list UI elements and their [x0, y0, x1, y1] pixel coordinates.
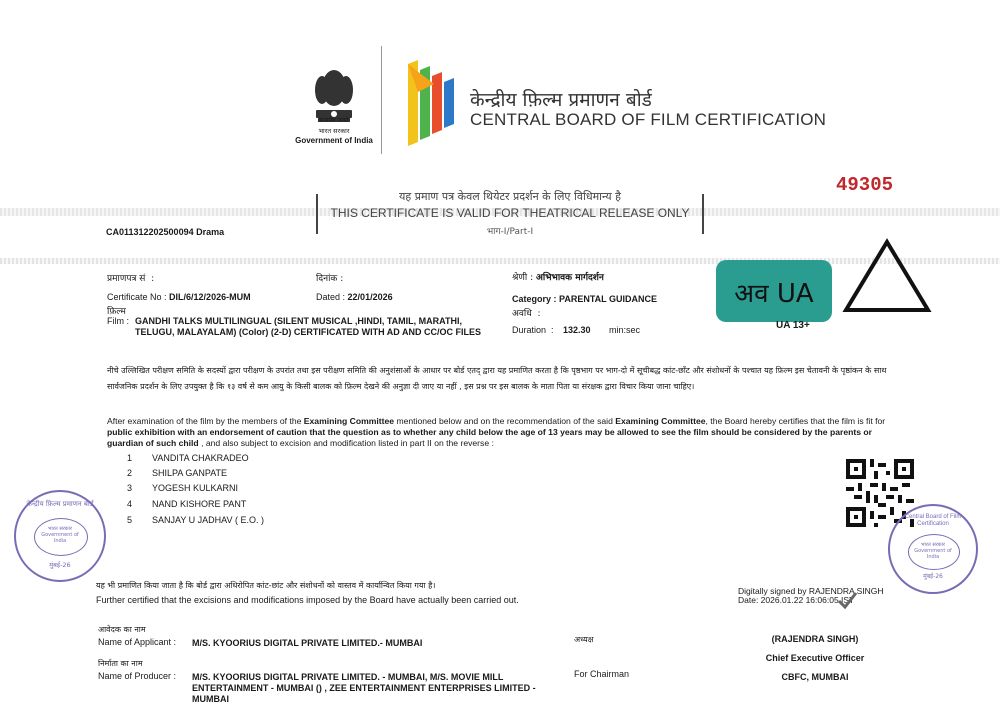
duration: Duration : 132.30 min:sec	[512, 325, 640, 335]
board-name-english: CENTRAL BOARD OF FILM CERTIFICATION	[470, 110, 827, 129]
duration-value: 132.30	[563, 325, 591, 335]
part-label: भाग-I/Part-I	[486, 227, 534, 237]
date-value: 22/01/2026	[347, 292, 393, 302]
chairman-hindi: अध्यक्ष	[574, 635, 594, 644]
validity-hindi: यह प्रमाण पत्र केवल थियेटर प्रदर्शन के लिए विधिमान्य है	[399, 190, 621, 203]
certificate-no-label: Certificate No	[107, 292, 162, 302]
producer-hindi: निर्माता का नाम	[98, 659, 143, 668]
committee-member: 3 YOGESH KULKARNI	[127, 483, 239, 493]
reference-code: CA011312202500094 Drama	[106, 227, 225, 237]
header-divider	[381, 46, 382, 154]
date-hindi: दिनांक :	[316, 274, 344, 284]
hindi-certification-text: नीचे उल्लिखित परीक्षण समिति के सदस्यों द्वारा परीक्षण के उपरांत तथा इस परीक्षण समिति की अनुशंसाओं के आधार पर बोर्ड एतद् द्वारा यह प्रमाणित करता है कि पृष्ठभाग पर भाग-दो में सूचीबद्ध कांट-छाँट और संशोधनों के पश्चात यह फ़िल्म इस चेतावनी के पृष्ठांकन के साथ सार्वजनिक प्रदर्शन के लिए उपयुक्त है कि १३ वर्ष से कम आयु के किसी बालक को फ़िल्म देखने की अनुज्ञा दी जाए या नहीं , इस प्रश्न पर इस बालक के माता पिता या संरक्षक द्वारा विचार किया जाना चाहिए।	[107, 366, 887, 391]
certificate-no-hindi: प्रमाणपत्र सं :	[107, 274, 155, 284]
rating-badge-text: अव UA	[734, 279, 814, 309]
signature-check-icon	[836, 589, 858, 616]
film-label: Film :	[107, 316, 130, 326]
committee-member: 1 VANDITA CHAKRADEO	[127, 453, 249, 463]
committee-member: 5 SANJAY U JADHAV ( E.O. )	[127, 515, 265, 525]
committee-member: 4 NAND KISHORE PANT	[127, 499, 247, 509]
rating-sublabel: UA 13+	[776, 320, 810, 331]
date-label: Dated	[316, 292, 341, 302]
english-certification-text: After examination of the film by the members of the Examining Committee mentioned below and on the recommendation of the said Examining Committee, the Board hereby certifies that the film is fit for public exhibition with an endorsement of caution that the question as to whether any child below the age of 13 years may be allowed to see the film should be considered by the parents or guardian of such child , and also subject to excision and modification listed in part II on the reverse :	[107, 416, 886, 448]
certificate-no: Certificate No : DIL/6/12/2026-MUM	[107, 292, 251, 302]
committee-member: 2 SHILPA GANPATE	[127, 468, 228, 478]
applicant-value: M/S. KYOORIUS DIGITAL PRIVATE LIMITED.- MUMBAI	[192, 638, 423, 648]
further-certified-english: Further certified that the excisions and modifications imposed by the Board have actually been carried out.	[96, 595, 519, 605]
signatory-title: Chief Executive Officer	[765, 653, 865, 663]
signatory-name: (RAJENDRA SINGH)	[771, 634, 859, 644]
rating-badge	[716, 260, 832, 322]
further-certified-hindi: यह भी प्रमाणित किया जाता है कि बोर्ड द्वारा अधिरोपित कांट-छांट और संशोधनों को वास्तव में कार्यान्वित किया गया है।	[96, 581, 436, 590]
for-chairman-label: For Chairman	[574, 669, 630, 679]
dated: Dated : 22/01/2026	[316, 292, 393, 302]
national-emblem	[294, 58, 374, 150]
banner-left-bar	[316, 194, 318, 234]
category-label: Category	[512, 294, 552, 304]
applicant-hindi: आवेदक का नाम	[98, 625, 146, 634]
duration-hindi: अवधि :	[512, 309, 541, 319]
duration-label: Duration	[512, 325, 547, 335]
cbfc-stamp-right: Central Board of Film Certification भारत सरकार Government of India मुंबई-26	[888, 504, 978, 594]
emblem-motto: सत्यमेव जयते	[319, 117, 349, 124]
producer-label: Name of Producer :	[98, 671, 177, 681]
category-value: PARENTAL GUIDANCE	[559, 294, 658, 304]
cbfc-logo	[404, 56, 460, 148]
producer-value: M/S. KYOORIUS DIGITAL PRIVATE LIMITED. - MUMBAI, M/S. MOVIE MILL ENTERTAINMENT - MUMBAI () , ZEE ENTERTAINMENT ENTERPRISES LIMITED - MUMBAI	[192, 672, 536, 704]
board-name-hindi: केन्द्रीय फ़िल्म प्रमाणन बोर्ड	[470, 89, 652, 111]
duration-unit: min:sec	[608, 325, 640, 335]
film-title: GANDHI TALKS MULTILINGUAL (SILENT MUSICAL ,HINDI, TAMIL, MARATHI, TELUGU, MALAYALAM) (Color) (2-D) CERTIFICATED WITH AD AND CC/OC FILES	[135, 316, 481, 337]
serial-number: 49305	[836, 174, 894, 196]
digital-signature: Digitally signed by RAJENDRA SINGH Date: 2026.01.22 16:06:05 IST	[738, 586, 884, 605]
validity-english: THIS CERTIFICATE IS VALID FOR THEATRICAL RELEASE ONLY	[330, 206, 690, 220]
cbfc-stamp-left: केन्द्रीय फ़िल्म प्रमाणन बोर्ड भारत सरकार Government of India मुंबई-26	[14, 490, 106, 582]
banner-right-bar	[702, 194, 704, 234]
govt-hindi: भारत सरकार	[318, 127, 350, 135]
signatory-office: CBFC, MUMBAI	[781, 672, 849, 682]
category-hindi: श्रेणी : अभिभावक मार्गदर्शन	[512, 273, 604, 283]
applicant-label: Name of Applicant :	[98, 637, 177, 647]
govt-english: Government of India	[295, 136, 373, 145]
film-hindi: फ़िल्म	[107, 307, 126, 317]
certificate-no-value: DIL/6/12/2026-MUM	[169, 292, 251, 302]
caution-triangle-icon	[842, 238, 932, 319]
category: Category : PARENTAL GUIDANCE	[512, 294, 658, 304]
